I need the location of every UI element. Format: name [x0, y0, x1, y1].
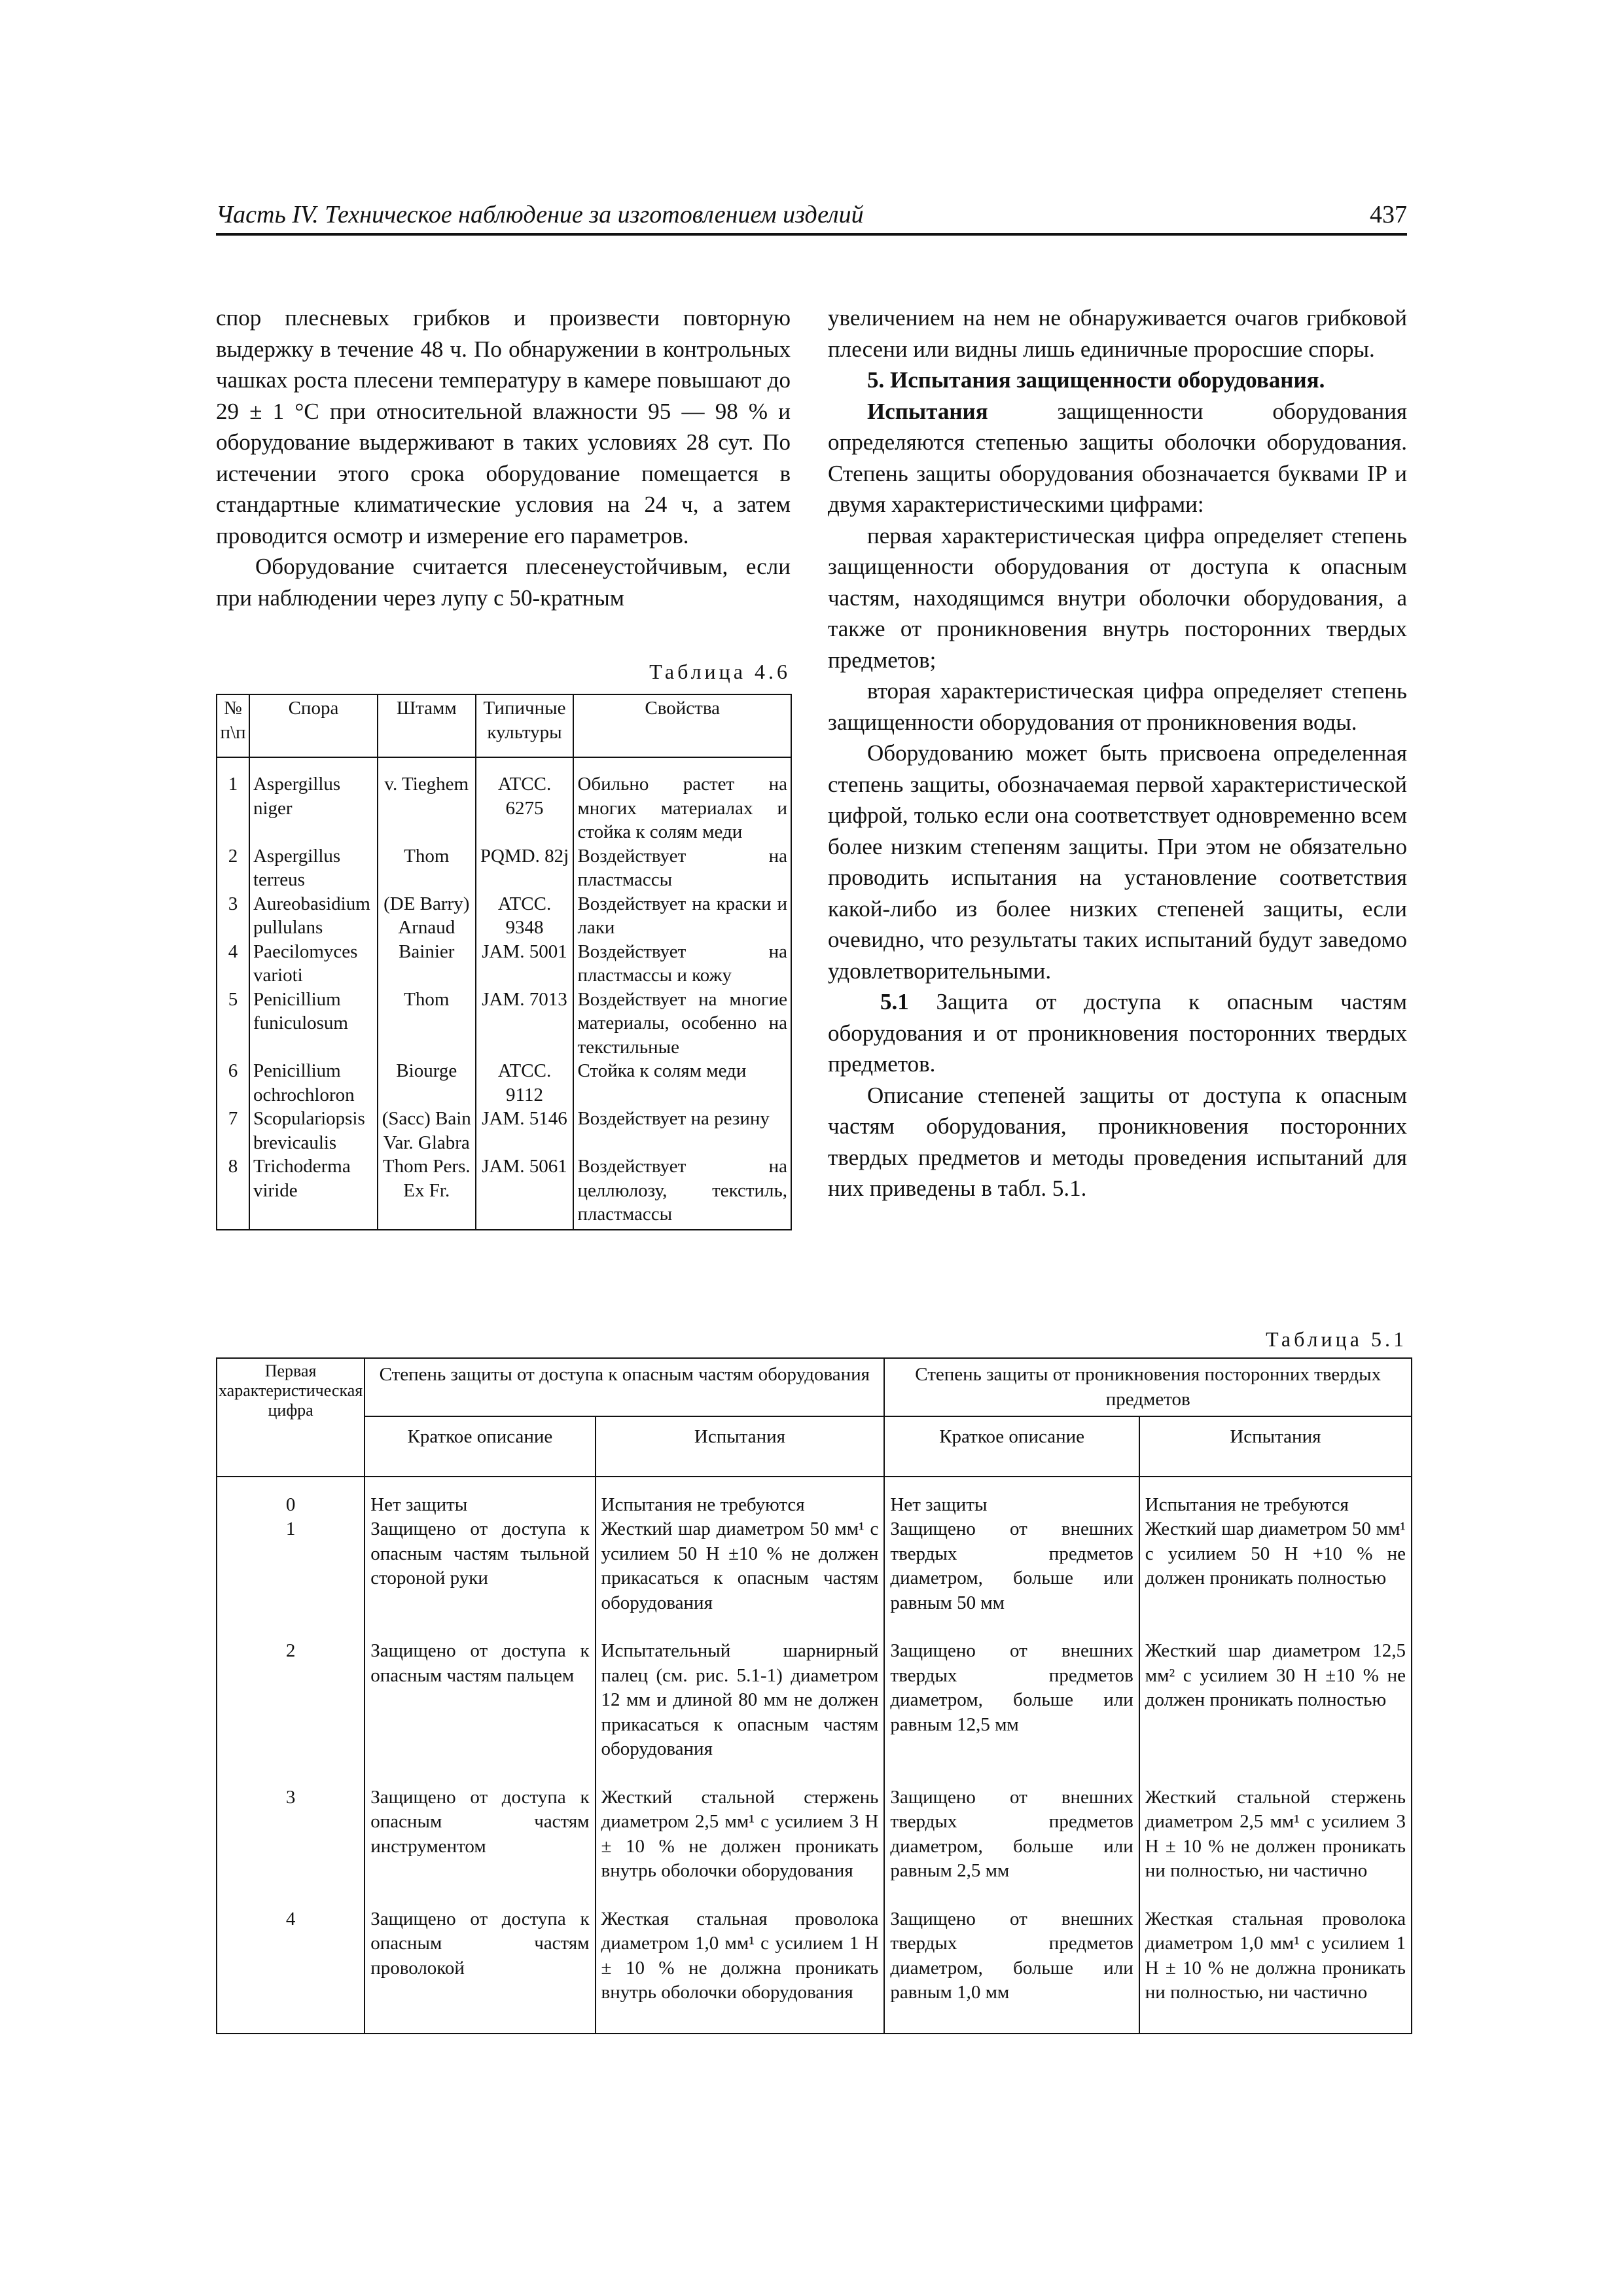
cell-properties: Воздействует на многие материалы, особенно на текстильные — [573, 988, 791, 1060]
cell-culture: JAM. 5001 — [476, 940, 574, 988]
cell-solid-test: Жесткий шар диаметром 50 мм¹ с усилием 50 Н +10 % не должен проникать полностью — [1139, 1517, 1412, 1639]
table-row — [217, 1155, 791, 1230]
paragraph: Описание степеней защиты от доступа к опасным частям оборудования, проникновения посторонних твердых предметов и методы проведения испытаний для них приведены в табл. 5.1. — [828, 1082, 1407, 1201]
cell-number: 4 — [217, 940, 249, 988]
table-row — [217, 940, 791, 988]
cell-solid-desc: Защищено от внешних твердых предметов диаметром, больше или равным 2,5 мм — [884, 1785, 1139, 1907]
table-4-6 — [216, 694, 792, 1230]
paragraph: Оборудованию может быть присвоена определенная степень защиты, обозначаемая первой характеристической цифрой, только если она соответствует одновременно всем более низким степеням защиты. При этом не обязательно проводить испытания на установление соответствия какой-либо из более низких степеней защиты, если очевидно, что результаты таких испытаний будут заведомо удовлетворительными. — [828, 740, 1407, 984]
cell-solid-desc: Защищено от внешних твердых предметов диаметром, больше или равным 12,5 мм — [884, 1639, 1139, 1785]
cell-number: 7 — [217, 1107, 249, 1155]
cell-spore: Aureobasidium pullulans — [249, 892, 378, 940]
header-cell: Штамм — [378, 694, 476, 757]
cell-access-desc: Защищено от доступа к опасным частям проволокой — [365, 1907, 595, 2034]
table-row — [217, 988, 791, 1060]
table-row — [217, 1907, 1412, 2034]
cell-access-desc: Защищено от доступа к опасным частям инструментом — [365, 1785, 595, 1907]
table-row — [217, 1107, 791, 1155]
paragraph: первая характеристическая цифра определяет степень защищенности оборудования от доступа к опасным частям, находящимся внутри оболочки оборудования, а также от проникновения внутрь посторонних твердых предметов; — [828, 522, 1407, 673]
header-cell: Спора — [249, 694, 378, 757]
cell-access-desc: Защищено от доступа к опасным частям пальцем — [365, 1639, 595, 1785]
cell-properties: Обильно растет на многих материалах и стойка к солям меди — [573, 757, 791, 844]
section-5-1-number: 5.1 — [880, 989, 909, 1014]
cell-digit: 4 — [217, 1907, 365, 2034]
table-5-1 — [216, 1357, 1412, 2034]
cell-digit: 2 — [217, 1639, 365, 1785]
cell-access-test: Жесткий шар диаметром 50 мм¹ с усилием 50 Н ±10 % не должен прикасаться к опасным частям оборудования — [596, 1517, 885, 1639]
header-cell: Свойства — [573, 694, 791, 757]
header-cell: Испытания — [596, 1416, 885, 1477]
cell-digit: 1 — [217, 1517, 365, 1639]
cell-culture: ATCC. 9112 — [476, 1059, 574, 1107]
left-column — [216, 302, 791, 613]
table-4-6-caption: Таблица 4.6 — [649, 660, 791, 683]
cell-culture: PQMD. 82j — [476, 844, 574, 892]
header-cell: Типичные культуры — [476, 694, 574, 757]
table-subheader-row — [217, 1416, 1412, 1477]
cell-number: 8 — [217, 1155, 249, 1230]
cell-strain: Bainier — [378, 940, 476, 988]
table-header-row — [217, 1358, 1412, 1416]
paragraph: Оборудование считается плесенеустойчивым, если при наблюдении через лупу с 50-кратным — [216, 554, 791, 611]
cell-solid-test: Жесткий шар диаметром 12,5 мм² с усилием 30 Н ±10 % не должен проникать полностью — [1139, 1639, 1412, 1785]
cell-spore: Penicillium ochrochloron — [249, 1059, 378, 1107]
right-column — [828, 302, 1407, 1204]
paragraph — [828, 396, 1407, 520]
cell-spore: Aspergillus niger — [249, 757, 378, 844]
paragraph — [828, 986, 1407, 1080]
table-row — [217, 1785, 1412, 1907]
cell-number: 1 — [217, 757, 249, 844]
page-number: 437 — [1370, 201, 1407, 228]
cell-access-test: Жесткая стальная проволока диаметром 1,0 мм¹ с усилием 1 Н ± 10 % не должна проникать внутрь оболочки оборудования — [596, 1907, 885, 2034]
cell-properties: Воздействует на краски и лаки — [573, 892, 791, 940]
running-title: Часть IV. Техническое наблюдение за изготовлением изделий — [216, 201, 864, 228]
cell-properties: Воздействует на пластмассы — [573, 844, 791, 892]
cell-solid-test: Жесткий стальной стержень диаметром 2,5 мм¹ с усилием 3 Н ± 10 % не должен проникать ни полностью, ни частично — [1139, 1785, 1412, 1907]
cell-culture: JAM. 7013 — [476, 988, 574, 1060]
cell-culture: ATCC. 9348 — [476, 892, 574, 940]
cell-culture: JAM. 5061 — [476, 1155, 574, 1230]
cell-number: 3 — [217, 892, 249, 940]
paragraph: вторая характеристическая цифра определяет степень защищенности оборудования от проникновения воды. — [828, 678, 1407, 735]
cell-digit: 0 — [217, 1477, 365, 1518]
cell-properties: Воздействует на пластмассы и кожу — [573, 940, 791, 988]
table-row — [217, 1477, 1412, 1518]
page-header — [216, 196, 1407, 236]
table-5-1-caption: Таблица 5.1 — [1266, 1327, 1407, 1351]
cell-spore: Scopulariopsis brevicaulis — [249, 1107, 378, 1155]
cell-strain: Thom Pers. Ex Fr. — [378, 1155, 476, 1230]
cell-strain: Thom — [378, 988, 476, 1060]
cell-properties: Воздействует на резину — [573, 1107, 791, 1155]
cell-solid-test: Жесткая стальная проволока диаметром 1,0 мм¹ с усилием 1 Н ± 10 % не должна проникать ни полностью, ни частично — [1139, 1907, 1412, 2034]
table-row — [217, 844, 791, 892]
cell-strain: Thom — [378, 844, 476, 892]
cell-solid-test: Испытания не требуются — [1139, 1477, 1412, 1518]
cell-access-desc: Нет защиты — [365, 1477, 595, 1518]
cell-properties: Воздействует на целлюлозу, текстиль, пластмассы — [573, 1155, 791, 1230]
paragraph: спор плесневых грибков и произвести повторную выдержку в течение 48 ч. По обнаружении в контрольных чашках роста плесени температуру в камере повышают до 29 ± 1 °С при относительной влажности 95 — 98 % и оборудование выдерживают в таких условиях 28 сут. По истечении этого срока оборудование помещается в стандартные климатические условия на 24 ч, а затем проводится осмотр и измерение его параметров. — [216, 305, 791, 548]
cell-culture: ATCC. 6275 — [476, 757, 574, 844]
table-header-row — [217, 694, 791, 757]
table-row — [217, 757, 791, 844]
table-row — [217, 1639, 1412, 1785]
cell-access-test: Испытания не требуются — [596, 1477, 885, 1518]
cell-spore: Aspergillus terreus — [249, 844, 378, 892]
cell-number: 6 — [217, 1059, 249, 1107]
header-cell: Степень защиты от доступа к опасным частям оборудования — [365, 1358, 884, 1416]
cell-strain: Biourge — [378, 1059, 476, 1107]
cell-number: 5 — [217, 988, 249, 1060]
header-cell: Первая характеристическая цифра — [217, 1358, 365, 1477]
header-cell: Краткое описание — [365, 1416, 595, 1477]
header-cell: № п\п — [217, 694, 249, 757]
section-5-1-heading: Защита от доступа к опасным частям оборудования и от проникновения посторонних твердых предметов. — [828, 989, 1407, 1077]
table-row — [217, 1517, 1412, 1639]
cell-number: 2 — [217, 844, 249, 892]
cell-solid-desc: Защищено от внешних твердых предметов диаметром, больше или равным 1,0 мм — [884, 1907, 1139, 2034]
cell-strain: (DE Barry) Arnaud — [378, 892, 476, 940]
cell-strain: (Sacc) Bain Var. Glabra — [378, 1107, 476, 1155]
paragraph: увеличением на нем не обнаруживается очагов грибковой плесени или видны лишь единичные проросшие споры. — [828, 305, 1407, 362]
section-5-lead: Испытания — [867, 398, 988, 424]
cell-solid-desc: Нет защиты — [884, 1477, 1139, 1518]
cell-culture: JAM. 5146 — [476, 1107, 574, 1155]
header-cell: Испытания — [1139, 1416, 1412, 1477]
header-cell: Краткое описание — [884, 1416, 1139, 1477]
cell-digit: 3 — [217, 1785, 365, 1907]
section-5-text: защищенности оборудования определяются степенью защиты оболочки оборудования. Степень защиты оборудования обозначается буквами IP и двумя характеристическими цифрами: — [828, 398, 1407, 517]
cell-access-test: Испытательный шарнирный палец (см. рис. 5.1-1) диаметром 12 мм и длиной 80 мм не должен прикасаться к опасным частям оборудования — [596, 1639, 885, 1785]
table-row — [217, 892, 791, 940]
cell-properties: Стойка к солям меди — [573, 1059, 791, 1107]
cell-spore: Penicillium funiculosum — [249, 988, 378, 1060]
section-5-heading: 5. Испытания защищенности оборудования. — [867, 367, 1325, 393]
cell-access-test: Жесткий стальной стержень диаметром 2,5 мм¹ с усилием 3 Н ± 10 % не должен проникать внутрь оболочки оборудования — [596, 1785, 885, 1907]
table-row — [217, 1059, 791, 1107]
header-cell: Степень защиты от проникновения посторонних твердых предметов — [884, 1358, 1412, 1416]
cell-solid-desc: Защищено от внешних твердых предметов диаметром, больше или равным 50 мм — [884, 1517, 1139, 1639]
cell-access-desc: Защищено от доступа к опасным частям тыльной стороной руки — [365, 1517, 595, 1639]
cell-spore: Paecilomyces varioti — [249, 940, 378, 988]
cell-strain: v. Tieghem — [378, 757, 476, 844]
cell-spore: Trichoderma viride — [249, 1155, 378, 1230]
